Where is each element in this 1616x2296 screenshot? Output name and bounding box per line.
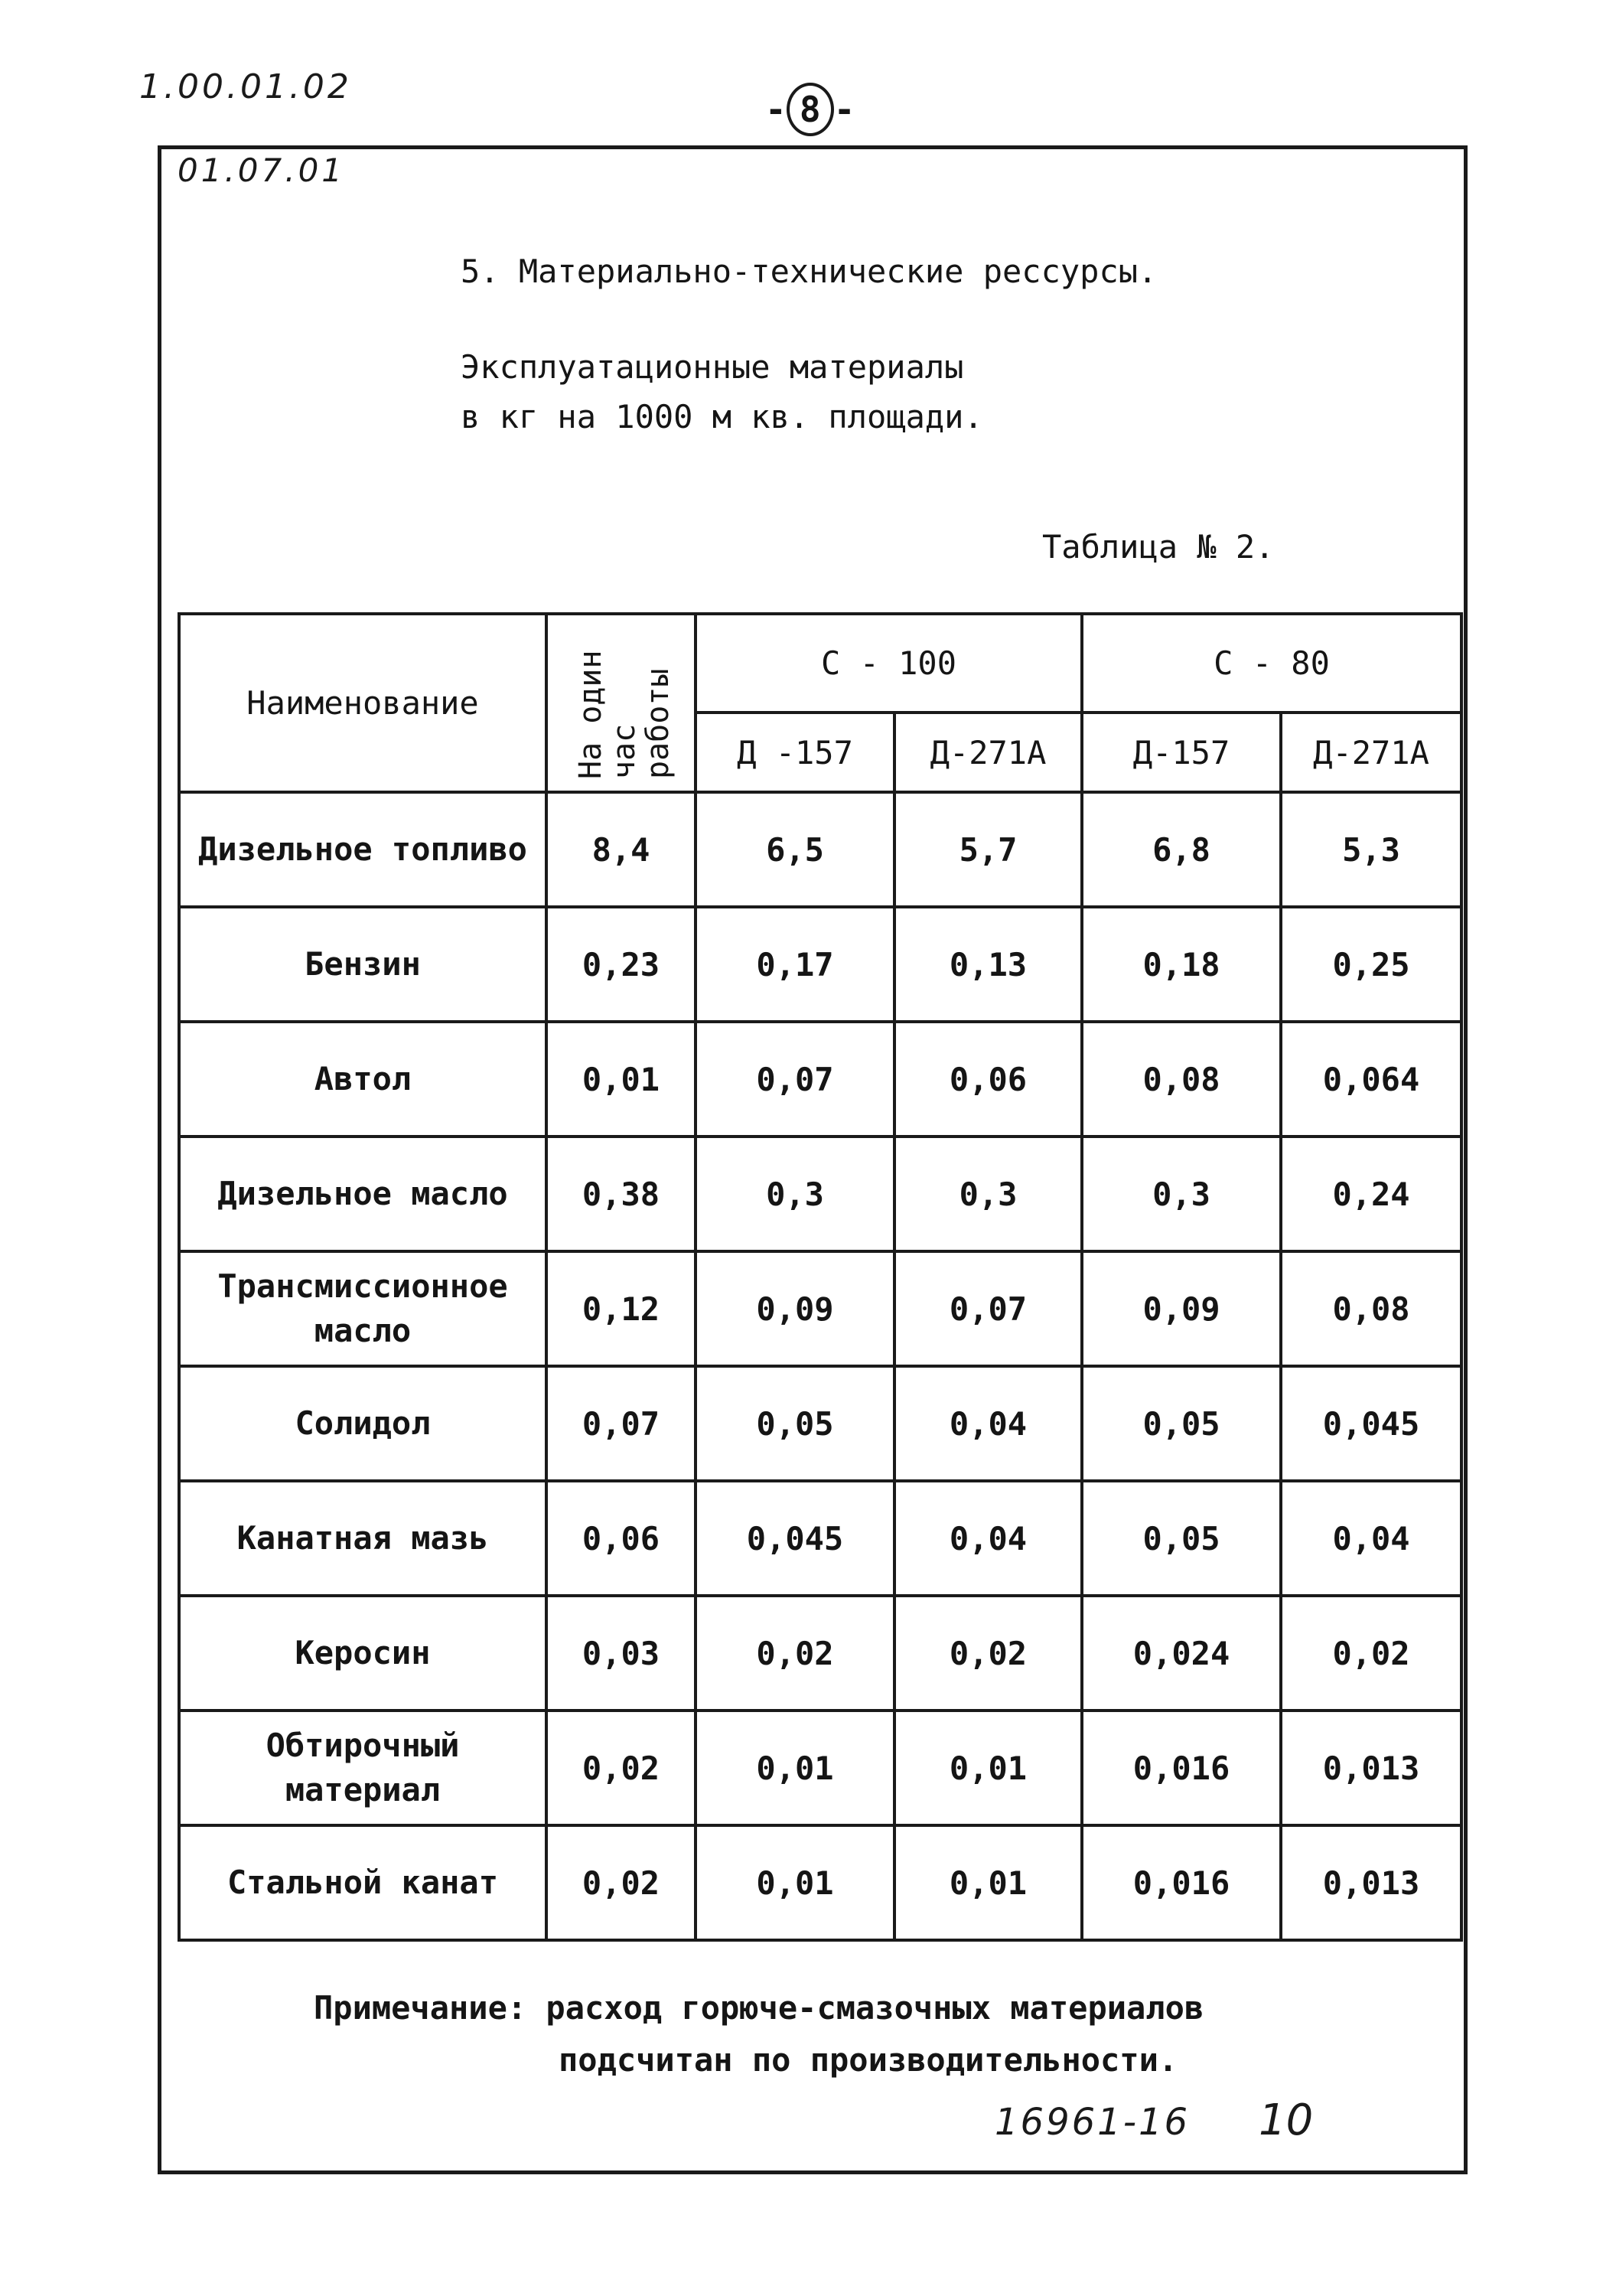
cell: 0,04 [894, 1366, 1082, 1481]
cell: 0,07 [894, 1251, 1082, 1366]
table-row [179, 1137, 1461, 1251]
cell: 0,02 [546, 1711, 696, 1825]
cell: 0,09 [1082, 1251, 1281, 1366]
handwritten-code: 16961-16 [995, 2101, 1191, 2144]
section-code: 01.07.01 [178, 152, 346, 189]
table-row [179, 1596, 1461, 1711]
cell: 0,01 [894, 1825, 1082, 1940]
table-row [179, 1711, 1461, 1825]
cell: 0,045 [696, 1481, 894, 1596]
cell: 0,09 [696, 1251, 894, 1366]
cell: 0,064 [1281, 1022, 1461, 1137]
subtitle-line-2: в кг на 1000 м кв. площади. [461, 398, 983, 435]
table-row [179, 1366, 1461, 1481]
cell: 0,3 [894, 1137, 1082, 1251]
page-number: - 8 - [765, 83, 855, 136]
cell: 0,06 [894, 1022, 1082, 1137]
subheader-c80-d271a: Д-271А [1281, 713, 1461, 792]
subheader-c100-d157: Д -157 [696, 713, 894, 792]
cell: 0,04 [894, 1481, 1082, 1596]
cell: 0,08 [1281, 1251, 1461, 1366]
cell: 0,23 [546, 907, 696, 1022]
cell: 0,045 [1281, 1366, 1461, 1481]
cell: 0,02 [1281, 1596, 1461, 1711]
cell: 0,01 [696, 1825, 894, 1940]
cell: 0,07 [696, 1022, 894, 1137]
row-name: Стальной канат [179, 1825, 546, 1940]
cell: 0,05 [696, 1366, 894, 1481]
cell: 0,013 [1281, 1825, 1461, 1940]
subheader-c80-d157: Д-157 [1082, 713, 1281, 792]
cell: 0,024 [1082, 1596, 1281, 1711]
table-row [179, 907, 1461, 1022]
cell: 0,12 [546, 1251, 696, 1366]
cell: 0,03 [546, 1596, 696, 1711]
section-title: 5. Материально-технические рессурсы. [461, 253, 1158, 290]
cell: 0,02 [696, 1596, 894, 1711]
table-label: Таблица № 2. [1042, 528, 1275, 566]
cell: 0,016 [1082, 1825, 1281, 1940]
table-row [179, 1825, 1461, 1940]
cell: 0,01 [894, 1711, 1082, 1825]
page-number-value: 8 [787, 83, 834, 136]
cell: 0,02 [894, 1596, 1082, 1711]
cell: 0,013 [1281, 1711, 1461, 1825]
materials-table [178, 612, 1463, 1942]
cell: 8,4 [546, 792, 696, 907]
cell: 0,016 [1082, 1711, 1281, 1825]
cell: 0,25 [1281, 907, 1461, 1022]
cell: 6,8 [1082, 792, 1281, 907]
row-name: Канатная мазь [179, 1481, 546, 1596]
cell: 0,04 [1281, 1481, 1461, 1596]
row-name: Обтирочный материал [179, 1711, 546, 1825]
document-code: 1.00.01.02 [139, 67, 352, 106]
cell: 0,08 [1082, 1022, 1281, 1137]
header-per-hour-label: На один час работы [573, 650, 676, 779]
note [314, 1982, 1204, 2086]
cell: 0,24 [1281, 1137, 1461, 1251]
header-group-c80: С - 80 [1082, 614, 1461, 713]
cell: 0,13 [894, 907, 1082, 1022]
header-per-hour [546, 614, 696, 792]
subtitle-line-1: Эксплуатационные материалы [461, 348, 964, 386]
handwritten-page: 10 [1259, 2095, 1314, 2145]
note-line-2: подсчитан по производительности. [559, 2041, 1178, 2079]
note-line-1: Примечание: расход горюче-смазочных материалов [314, 1989, 1204, 2027]
row-name: Бензин [179, 907, 546, 1022]
row-name: Керосин [179, 1596, 546, 1711]
table-row [179, 1251, 1461, 1366]
cell: 0,05 [1082, 1481, 1281, 1596]
subheader-c100-d271a: Д-271А [894, 713, 1082, 792]
cell: 0,01 [696, 1711, 894, 1825]
cell: 0,05 [1082, 1366, 1281, 1481]
row-name: Дизельное топливо [179, 792, 546, 907]
table-header-row [179, 614, 1461, 713]
row-name: Трансмиссионное масло [179, 1251, 546, 1366]
cell: 0,3 [696, 1137, 894, 1251]
row-name: Дизельное масло [179, 1137, 546, 1251]
cell: 0,06 [546, 1481, 696, 1596]
cell: 5,7 [894, 792, 1082, 907]
cell: 0,3 [1082, 1137, 1281, 1251]
cell: 5,3 [1281, 792, 1461, 907]
table-row [179, 1481, 1461, 1596]
header-group-c100: С - 100 [696, 614, 1082, 713]
cell: 0,07 [546, 1366, 696, 1481]
table-row [179, 792, 1461, 907]
row-name: Автол [179, 1022, 546, 1137]
cell: 0,38 [546, 1137, 696, 1251]
cell: 0,17 [696, 907, 894, 1022]
row-name: Солидол [179, 1366, 546, 1481]
cell: 0,02 [546, 1825, 696, 1940]
cell: 0,18 [1082, 907, 1281, 1022]
cell: 0,01 [546, 1022, 696, 1137]
table-row [179, 1022, 1461, 1137]
header-name: Наименование [179, 614, 546, 792]
cell: 6,5 [696, 792, 894, 907]
